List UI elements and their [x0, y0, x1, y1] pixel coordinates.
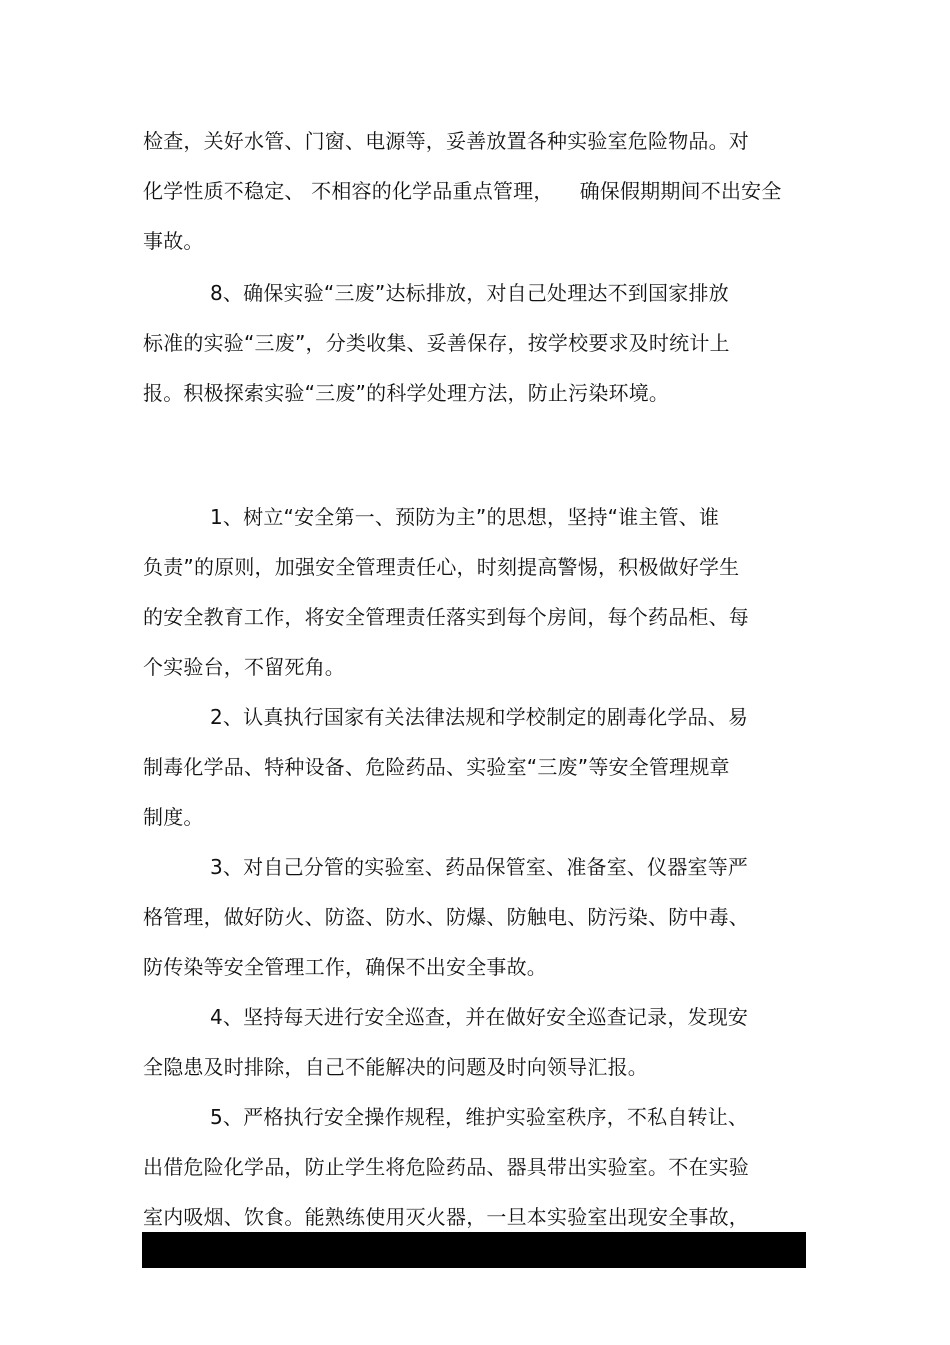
- text-line: 的安全教育工作，将安全管理责任落实到每个房间，每个药品柜、每: [143, 605, 749, 629]
- text-segment: 确保假期期间不出安全: [579, 179, 782, 203]
- text-line: 制度。: [143, 805, 204, 829]
- text-line: 5、严格执行安全操作规程，维护实验室秩序，不私自转让、: [210, 1105, 749, 1129]
- text-line: 格管理，做好防火、防盗、防水、防爆、防触电、防污染、防中毒、: [143, 905, 749, 929]
- redaction-bar: [142, 1232, 806, 1268]
- text-line: 室内吸烟、饮食。能熟练使用灭火器，一旦本实验室出现安全事故，: [143, 1205, 749, 1229]
- text-segment: 化学性质不稳定、 不相容的化学品重点管理，: [143, 179, 554, 203]
- text-line: 检查，关好水管、门窗、电源等，妥善放置各种实验室危险物品。对: [143, 129, 749, 153]
- text-line: 8、确保实验“三废”达标排放，对自己处理达不到国家排放: [210, 281, 729, 305]
- text-line: 出借危险化学品，防止学生将危险药品、器具带出实验室。不在实验: [143, 1155, 749, 1179]
- text-line: 全隐患及时排除，自己不能解决的问题及时向领导汇报。: [143, 1055, 648, 1079]
- text-line: 标准的实验“三废”，分类收集、妥善保存，按学校要求及时统计上: [143, 331, 730, 355]
- text-line: [143, 178, 782, 204]
- text-line: 1、树立“安全第一、预防为主”的思想，坚持“谁主管、谁: [210, 505, 720, 529]
- text-line: 事故。: [143, 229, 204, 253]
- text-line: 个实验台，不留死角。: [143, 655, 345, 679]
- text-line: 防传染等安全管理工作，确保不出安全事故。: [143, 955, 547, 979]
- text-line: 制毒化学品、特种设备、危险药品、实验室“三废”等安全管理规章: [143, 755, 730, 779]
- text-line: 4、坚持每天进行安全巡查，并在做好安全巡查记录，发现安: [210, 1005, 749, 1029]
- text-line: 2、认真执行国家有关法律法规和学校制定的剧毒化学品、易: [210, 705, 749, 729]
- text-line: 报。积极探索实验“三废”的科学处理方法，防止污染环境。: [143, 381, 670, 405]
- text-line: 3、对自己分管的实验室、药品保管室、准备室、仪器室等严: [210, 855, 749, 879]
- text-line: 负责”的原则，加强安全管理责任心，时刻提高警惕，积极做好学生: [143, 555, 740, 579]
